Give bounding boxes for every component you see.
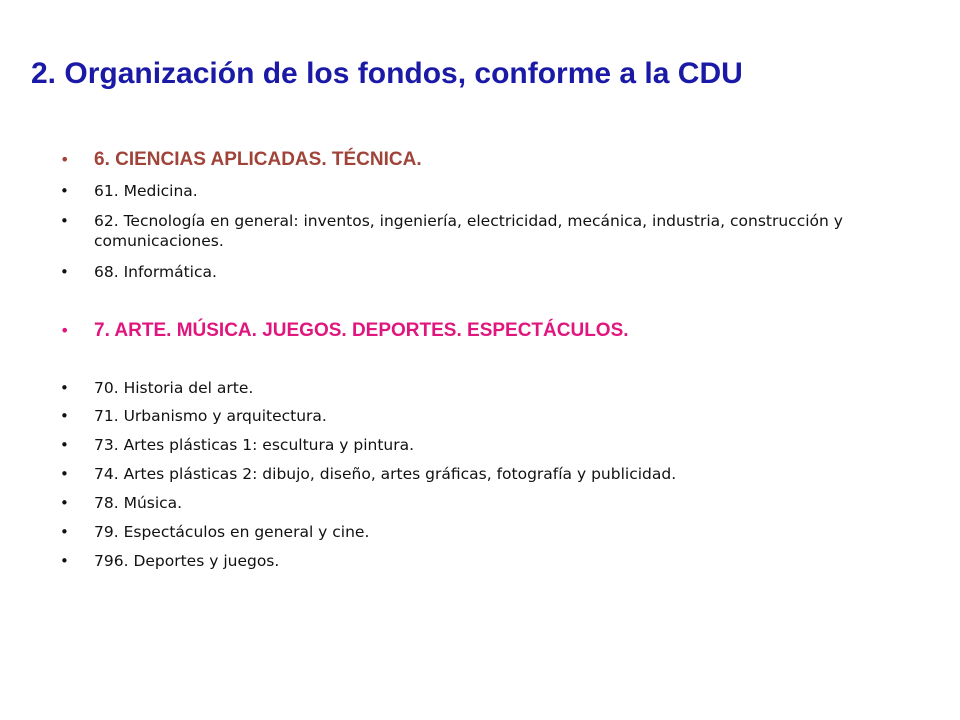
list-item	[60, 211, 904, 251]
list-item-text: 79. Espectáculos en general y cine.	[94, 523, 370, 541]
list-item	[60, 378, 904, 398]
list-item-text: 71. Urbanismo y arquitectura.	[94, 407, 327, 425]
bullet: •	[60, 150, 70, 169]
list-item-text: 68. Informática.	[94, 263, 217, 281]
list-item	[60, 406, 904, 426]
bullet: •	[60, 379, 69, 397]
section-heading-text: 7. ARTE. MÚSICA. JUEGOS. DEPORTES. ESPECTÁCULOS.	[94, 320, 629, 341]
list-item-text: 73. Artes plásticas 1: escultura y pintura.	[94, 436, 415, 454]
bullet: •	[60, 552, 69, 570]
list-item	[60, 181, 904, 201]
list-item-text: 70. Historia del arte.	[94, 379, 254, 397]
list-item	[60, 464, 904, 484]
list-item	[60, 522, 904, 542]
list-item	[60, 493, 904, 513]
list-item-text: 61. Medicina.	[94, 182, 198, 200]
bullet: •	[60, 263, 69, 281]
section-heading-7	[60, 319, 904, 343]
list-item-text: 62. Tecnología en general: inventos, ingeniería, electricidad, mecánica, industria, construcción y comunicaciones.	[94, 212, 843, 250]
list-item	[60, 551, 904, 571]
bullet: •	[60, 494, 69, 512]
bullet: •	[60, 182, 69, 200]
list-item	[60, 435, 904, 455]
section-heading-text: 6. CIENCIAS APLICADAS. TÉCNICA.	[94, 149, 422, 170]
list-item-text: 74. Artes plásticas 2: dibujo, diseño, artes gráficas, fotografía y publicidad.	[94, 465, 677, 483]
list-item-text: 796. Deportes y juegos.	[94, 552, 280, 570]
bullet: •	[60, 465, 69, 483]
bullet: •	[60, 407, 69, 425]
bullet: •	[60, 321, 70, 340]
section-heading-6	[60, 148, 904, 172]
bullet: •	[60, 436, 69, 454]
list-item-text: 78. Música.	[94, 494, 183, 512]
list-item	[60, 262, 904, 282]
bullet: •	[60, 523, 69, 541]
bullet: •	[60, 212, 69, 230]
slide-title: 2. Organización de los fondos, conforme a la CDU	[31, 57, 743, 90]
